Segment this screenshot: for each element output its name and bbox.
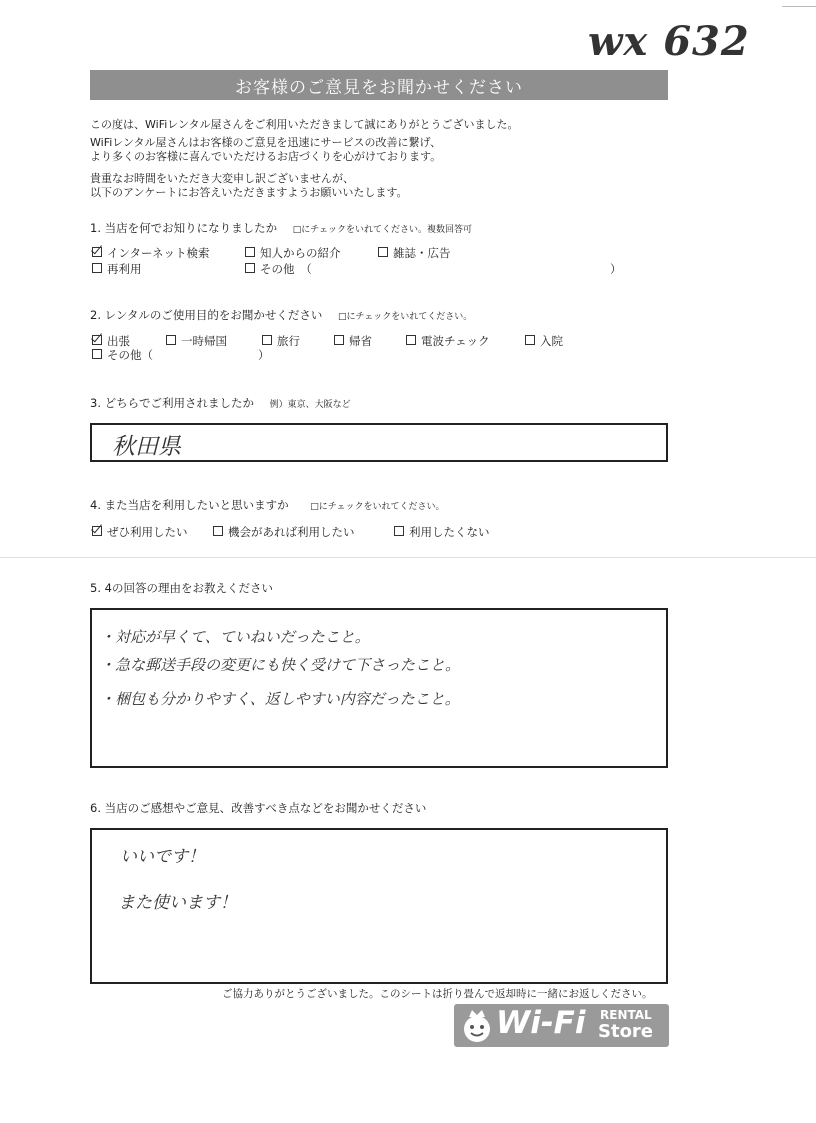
q4-option-label: ぜひ利用したい	[107, 525, 188, 539]
question-5-title: 5. 4の回答の理由をお教えください	[90, 581, 273, 595]
checkbox-icon[interactable]	[245, 263, 255, 273]
intro-line-1: この度は、WiFiレンタル屋さんをご利用いただきまして誠にありがとうございました。	[90, 118, 519, 131]
q1-option-label: インターネット検索	[107, 246, 210, 260]
question-2-title	[90, 307, 472, 323]
checkbox-icon[interactable]	[245, 247, 255, 257]
checkbox-icon[interactable]	[262, 335, 272, 345]
checkbox-icon[interactable]	[92, 263, 102, 273]
question-4-note: □にチェックをいれてください。	[310, 502, 445, 512]
intro-line-3: より多くのお客様に喜んでいただけるお店づくりを心がけております。	[90, 150, 442, 163]
q2-option-label: 出張	[107, 334, 130, 348]
question-2-text: 2. レンタルのご使用目的をお聞かせください	[90, 308, 323, 322]
wifi-rental-store-logo	[454, 1004, 669, 1047]
q1-option-internet[interactable]	[92, 245, 209, 261]
question-2-note: □にチェックをいれてください。	[338, 312, 473, 322]
logo-subtext-rental: RENTAL	[600, 1008, 652, 1022]
q2-option-signal-check[interactable]	[406, 333, 490, 349]
q1-option-reuse[interactable]	[92, 261, 142, 277]
q4-option-if-chance[interactable]	[213, 524, 355, 540]
q2-option-hospital[interactable]	[525, 333, 563, 349]
q2-option-other[interactable]	[92, 347, 153, 363]
checkbox-icon[interactable]	[525, 335, 535, 345]
question-4-text: 4. また当店を利用したいと思いますか	[90, 498, 289, 512]
intro-line-5: 以下のアンケートにお答えいただきますようお願いいたします。	[90, 186, 408, 199]
q2-option-label: 入院	[540, 334, 563, 348]
q1-option-magazine[interactable]	[378, 245, 451, 261]
question-1-title	[90, 220, 472, 236]
q3-answer-text: 秋田県	[112, 434, 181, 460]
page-edge-mark	[782, 6, 816, 7]
q4-option-no[interactable]	[394, 524, 490, 540]
checkbox-icon[interactable]	[378, 247, 388, 257]
q5-answer-line-2: ・急な郵送手段の変更にも快く受けて下さったこと。	[100, 656, 461, 674]
checkbox-icon[interactable]	[394, 526, 404, 536]
intro-line-2: WiFiレンタル屋さんはお客様のご意見を迅速にサービスの改善に繋げ、	[90, 136, 442, 149]
q2-option-label: 旅行	[277, 334, 300, 348]
q1-option-referral[interactable]	[245, 245, 341, 261]
q2-option-label: その他（	[107, 348, 153, 362]
question-4-title	[90, 497, 445, 513]
checkbox-checked-icon[interactable]	[92, 526, 102, 536]
q1-option-label: 再利用	[107, 262, 142, 276]
q2-option-temporary-return[interactable]	[166, 333, 227, 349]
question-6-title: 6. 当店のご感想やご意見、改善すべき点などをお聞かせください	[90, 801, 427, 815]
q2-option-homecoming[interactable]	[334, 333, 372, 349]
q4-option-label: 機会があれば利用したい	[228, 525, 355, 539]
fold-line	[0, 557, 816, 558]
q2-other-close-paren: ）	[258, 348, 270, 362]
checkbox-checked-icon[interactable]	[92, 335, 102, 345]
checkbox-icon[interactable]	[92, 349, 102, 359]
q2-option-label: 電波チェック	[421, 334, 490, 348]
q1-option-label: 雑誌・広告	[393, 246, 451, 260]
question-3-title	[90, 395, 351, 411]
q6-answer-line-2: また使います！	[118, 893, 237, 913]
question-3-text: 3. どちらでご利用されましたか	[90, 396, 255, 410]
logo-wordmark: Wi-Fi	[496, 1005, 586, 1041]
q2-option-label: 一時帰国	[181, 334, 227, 348]
q3-answer-box[interactable]	[90, 423, 668, 462]
checkbox-icon[interactable]	[334, 335, 344, 345]
logo-subtext-store: Store	[598, 1021, 654, 1042]
question-1-note: □にチェックをいれてください。複数回答可	[292, 225, 473, 235]
q5-answer-box[interactable]	[90, 608, 668, 768]
checkbox-icon[interactable]	[406, 335, 416, 345]
q1-option-label: 知人からの紹介	[260, 246, 341, 260]
question-1-text: 1. 当店を何でお知りになりましたか	[90, 221, 278, 235]
q4-option-definitely[interactable]	[92, 524, 188, 540]
q5-answer-line-3: ・梱包も分かりやすく、返しやすい内容だったこと。	[100, 690, 460, 708]
checkbox-icon[interactable]	[213, 526, 223, 536]
q2-option-label: 帰省	[349, 334, 372, 348]
mascot-icon	[460, 1008, 494, 1044]
q1-other-close-paren: ）	[610, 262, 622, 276]
checkbox-checked-icon[interactable]	[92, 247, 102, 257]
q1-option-other[interactable]	[245, 261, 312, 277]
intro-line-4: 貴重なお時間をいただき大変申し訳ございませんが、	[90, 172, 354, 185]
q6-answer-line-1: いいです！	[120, 847, 205, 867]
handwritten-annotation: wx 632	[588, 18, 750, 65]
page-title: お客様のご意見をお聞かせください	[90, 70, 668, 100]
q1-option-label: その他 （	[260, 262, 312, 276]
footer-note: ご協力ありがとうございました。このシートは折り畳んで返却時に一緒にお返しください。	[222, 988, 653, 1000]
q6-answer-box[interactable]	[90, 828, 668, 984]
q4-option-label: 利用したくない	[409, 525, 490, 539]
checkbox-icon[interactable]	[166, 335, 176, 345]
question-3-example: 例）東京、大阪など	[269, 400, 351, 410]
q5-answer-line-1: ・対応が早くて、ていねいだったこと。	[100, 628, 370, 646]
